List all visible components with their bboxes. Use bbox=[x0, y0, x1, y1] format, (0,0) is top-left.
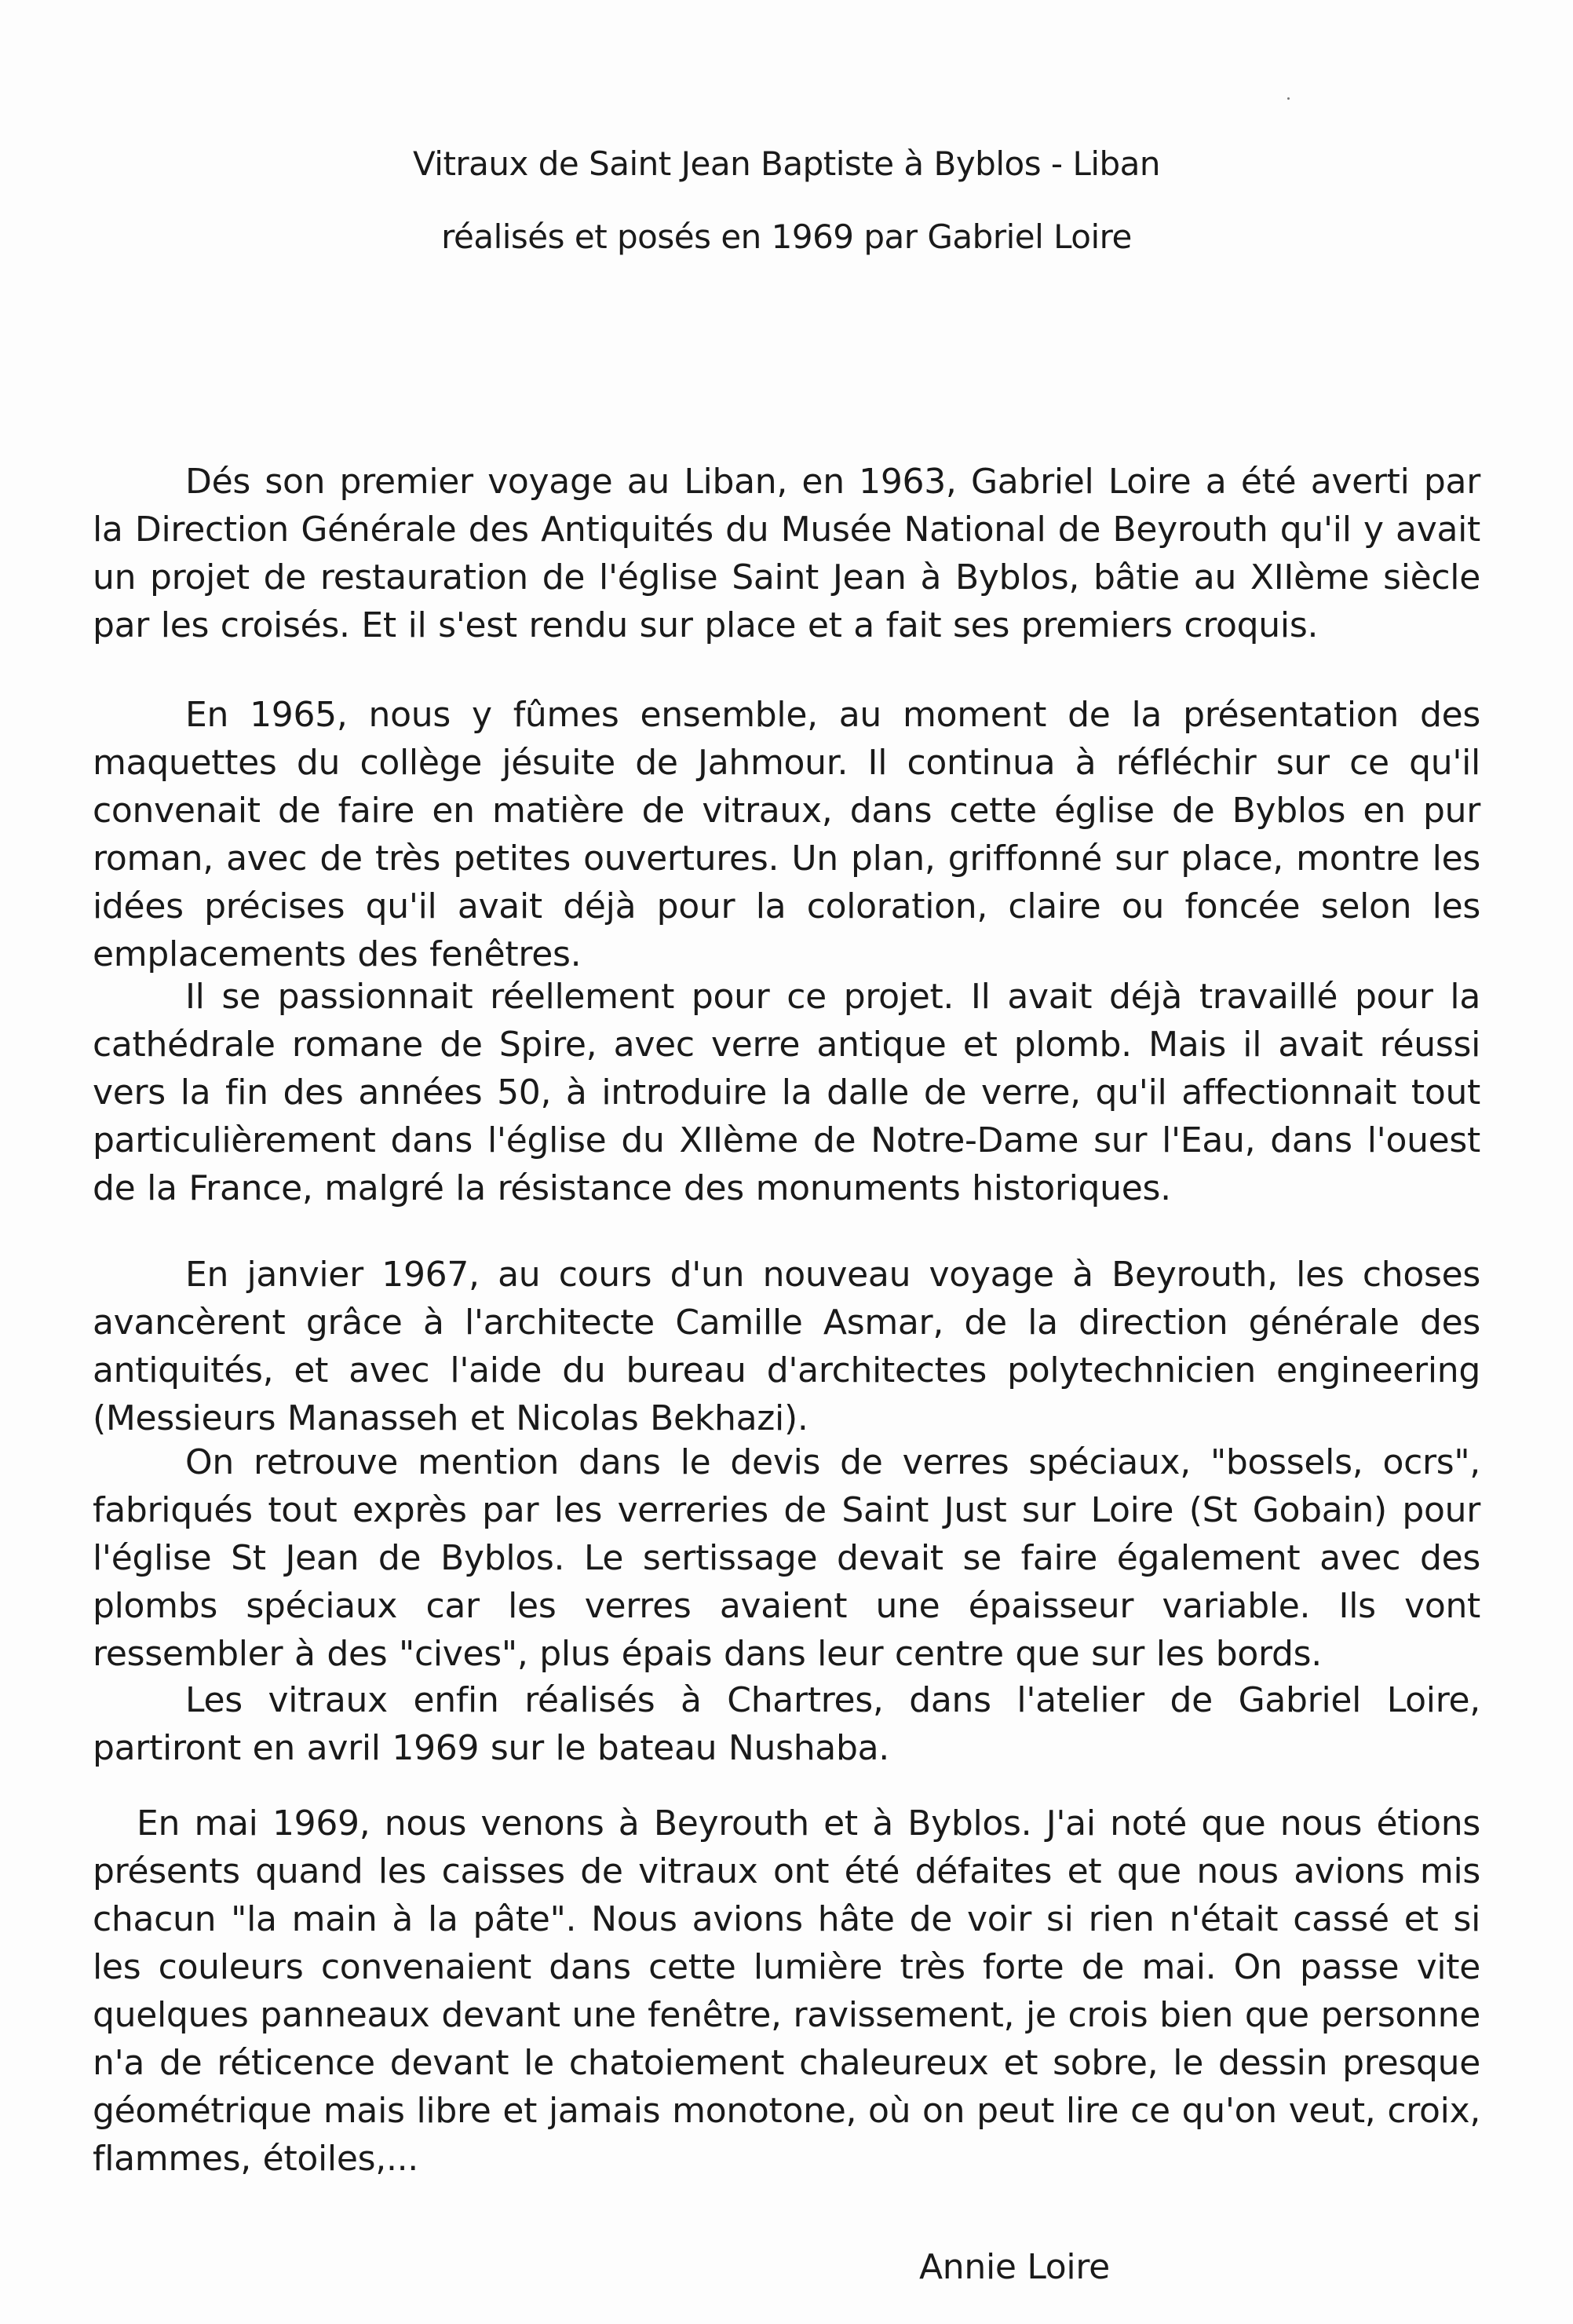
paragraph-text: Il se passionnait réellement pour ce projet. Il avait déjà travaillé pour la cathédrale romane de Spire, avec verre antique et plomb. Mais il avait réussi vers la fin des années 50, à introduire la dalle de verre, qu'il affectionnait tout particulièrement dans l'église du XIIème de Notre-Dame sur l'Eau, dans l'ouest de la France, malgré la résistance des monuments historiques. bbox=[93, 977, 1480, 1208]
document-title-line-1: Vitraux de Saint Jean Baptiste à Byblos - Liban bbox=[412, 144, 1161, 183]
paragraph-first-voyage bbox=[93, 458, 1480, 649]
document-title-line-2: réalisés et posés en 1969 par Gabriel Loire bbox=[441, 217, 1132, 256]
paragraph-january-1967 bbox=[93, 1251, 1480, 1442]
paragraph-may-1969 bbox=[93, 1800, 1480, 2183]
paragraph-text: En mai 1969, nous venons à Beyrouth et à Byblos. J'ai noté que nous étions présents quand les caisses de vitraux ont été défaites et que nous avions mis chacun "la main à la pâte". Nous avions hâte de voir si rien n'était cassé et si les couleurs convenaient dans cette lumière très forte de mai. On passe vite quelques panneaux devant une fenêtre, ravissement, je crois bien que personne n'a de réticence devant le chatoiement chaleureux et sobre, le dessin presque géométrique mais libre et jamais monotone, où on peut lire ce qu'on veut, croix, flammes, étoiles,... bbox=[93, 1803, 1480, 2179]
scan-speck bbox=[1287, 97, 1290, 100]
paragraph-text: On retrouve mention dans le devis de verres spéciaux, "bossels, ocrs", fabriqués tout exprès par les verreries de Saint Just sur Loire (St Gobain) pour l'église St Jean de Byblos. Le sertissage devait se faire également avec des plombs spéciaux car les verres avaient une épaisseur variable. Ils vont ressembler à des "cives", plus épais dans leur centre que sur les bords. bbox=[93, 1442, 1480, 1674]
paragraph-text: Dés son premier voyage au Liban, en 1963, Gabriel Loire a été averti par la Direction Générale des Antiquités du Musée National de Beyrouth qu'il y avait un projet de restauration de l'église Saint Jean à Byblos, bâtie au XIIème siècle par les croisés. Et il s'est rendu sur place et a fait ses premiers croquis. bbox=[93, 462, 1480, 645]
paragraph-passion-project bbox=[93, 973, 1480, 1212]
paragraph-special-glass bbox=[93, 1438, 1480, 1678]
paragraph-chartres-workshop bbox=[93, 1676, 1480, 1772]
author-signature: Annie Loire bbox=[919, 2247, 1110, 2287]
paragraph-text: En janvier 1967, au cours d'un nouveau voyage à Beyrouth, les choses avancèrent grâce à l'architecte Camille Asmar, de la direction générale des antiquités, et avec l'aide du bureau d'architectes polytechnicien engineering (Messieurs Manasseh et Nicolas Bekhazi). bbox=[93, 1255, 1480, 1438]
paragraph-1965-visit bbox=[93, 691, 1480, 978]
paragraph-text: En 1965, nous y fûmes ensemble, au moment de la présentation des maquettes du collège jésuite de Jahmour. Il continua à réfléchir sur ce qu'il convenait de faire en matière de vitraux, dans cette église de Byblos en pur roman, avec de très petites ouvertures. Un plan, griffonné sur place, montre les idées précises qu'il avait déjà pour la coloration, claire ou foncée selon les emplacements des fenêtres. bbox=[93, 695, 1480, 974]
paragraph-text: Les vitraux enfin réalisés à Chartres, dans l'atelier de Gabriel Loire, partiront en avril 1969 sur le bateau Nushaba. bbox=[93, 1680, 1480, 1768]
